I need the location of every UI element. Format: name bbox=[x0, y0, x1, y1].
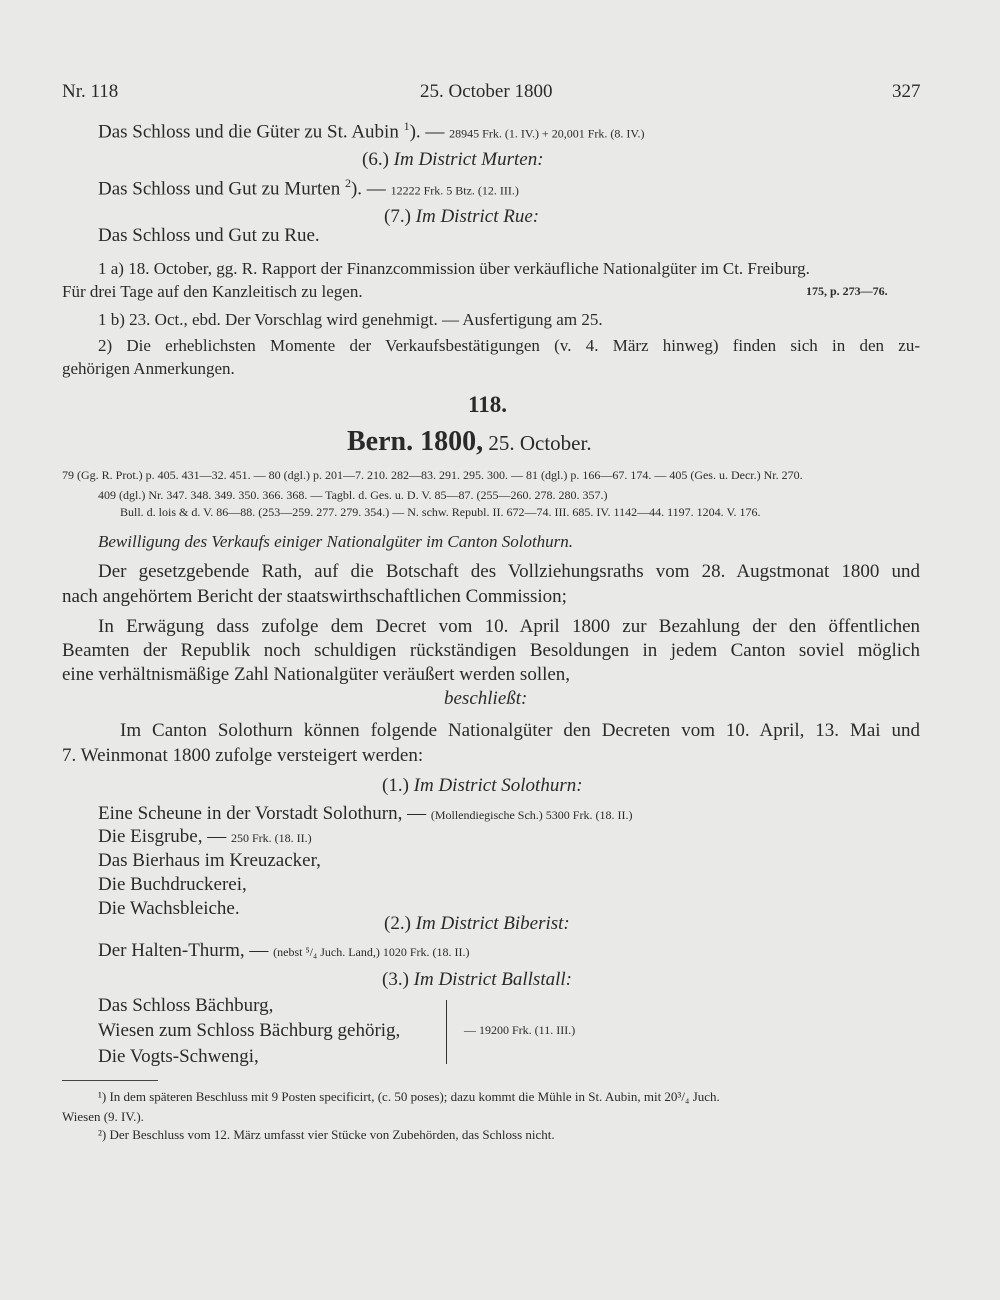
sources-line-1: 79 (Gg. R. Prot.) p. 405. 431—32. 451. — 80 (dgl.) p. 201—7. 210. 282—83. 291. 295. 300. — 81 (dgl.) p. 166—67. 174. — 405 (Ges. u. Decr.) Nr. 270. bbox=[62, 468, 803, 482]
consideration-line-3: eine verhältnismäßige Zahl Nationalgüter veräußert werden sollen, bbox=[62, 664, 571, 685]
note-1a-cont: Für drei Tage auf den Kanzleitisch zu legen. bbox=[62, 282, 363, 301]
consideration-line-1: In Erwägung dass zufolge dem Decret vom 10. April 1800 zur Bezahlung der den öffentlichen bbox=[98, 616, 920, 637]
item-halten-thurm: Der Halten-Thurm, — (nebst ⁵/₄ Juch. Land,) 1020 Frk. (18. II.) bbox=[98, 940, 470, 961]
resolve-heading: beschließt: bbox=[444, 688, 528, 709]
item-wachsbleiche: Die Wachsbleiche. bbox=[98, 898, 240, 919]
sources-line-3: Bull. d. lois & d. V. 86—88. (253—259. 277. 279. 354.) — N. schw. Republ. II. 672—74. III. 685. IV. 1142—44. 1197. 1204. V. 176. bbox=[120, 505, 761, 519]
item-schloss-baechburg: Das Schloss Bächburg, bbox=[98, 995, 274, 1016]
footnote-rule bbox=[62, 1080, 158, 1081]
preamble-line-2: nach angehörtem Bericht der staatswirthschaftlichen Commission; bbox=[62, 586, 567, 607]
note-1a-ref: 175, p. 273—76. bbox=[806, 284, 888, 298]
note-1b: 1 b) 23. Oct., ebd. Der Vorschlag wird genehmigt. — Ausfertigung am 25. bbox=[98, 310, 603, 329]
sources-line-2: 409 (dgl.) Nr. 347. 348. 349. 350. 366. 368. — Tagbl. d. Ges. u. D. V. 85—87. (255—260. 278. 280. 357.) bbox=[98, 488, 608, 502]
item-buchdruckerei: Die Buchdruckerei, bbox=[98, 874, 247, 895]
rue-line: Das Schloss und Gut zu Rue. bbox=[98, 225, 320, 246]
page-header-date: 25. October 1800 bbox=[420, 81, 553, 102]
item-eisgrube: Die Eisgrube, — 250 Frk. (18. II.) bbox=[98, 826, 312, 847]
item-bierhaus: Das Bierhaus im Kreuzacker, bbox=[98, 850, 321, 871]
aubin-line: Das Schloss und die Güter zu St. Aubin $^1$). — 28945 Frk. (1. IV.) + 20,001 Frk. (8. IV.) bbox=[98, 119, 645, 143]
item-wiesen-baechburg: Wiesen zum Schloss Bächburg gehörig, bbox=[98, 1020, 401, 1041]
district-heading-ballstall: (3.) Im District Ballstall: bbox=[382, 969, 572, 990]
district-heading-rue: (7.) Im District Rue: bbox=[384, 206, 540, 227]
decision-line-2: 7. Weinmonat 1800 zufolge versteigert werden: bbox=[62, 745, 424, 766]
district-heading-murten: (6.) Im District Murten: bbox=[362, 149, 544, 170]
page-number: 327 bbox=[892, 81, 921, 102]
district-heading-biberist: (2.) Im District Biberist: bbox=[384, 913, 570, 934]
decision-line-1: Im Canton Solothurn können folgende Nationalgüter den Decreten vom 10. April, 13. Mai und bbox=[120, 720, 920, 741]
subject-line: Bewilligung des Verkaufs einiger Nationalgüter im Canton Solothurn. bbox=[98, 532, 574, 551]
district-heading-solothurn: (1.) Im District Solothurn: bbox=[382, 775, 583, 796]
entry-number: 118. bbox=[468, 392, 507, 417]
preamble-line-1: Der gesetzgebende Rath, auf die Botschaft des Vollziehungsraths vom 28. Augstmonat 1800 und bbox=[98, 561, 920, 582]
note-1a: 1 a) 18. October, gg. R. Rapport der Finanzcommission über verkäufliche Nationalgüter im Ct. Freiburg. bbox=[98, 259, 810, 278]
footnote-2: ²) Der Beschluss vom 12. März umfasst vier Stücke von Zubehörden, das Schloss nicht. bbox=[98, 1127, 555, 1142]
note-2: 2) Die erheblichsten Momente der Verkaufsbestätigungen (v. 4. März hinweg) finden sich in den zu- bbox=[98, 336, 920, 355]
grouping-brace bbox=[446, 1000, 457, 1064]
footnote-1-cont: Wiesen (9. IV.). bbox=[62, 1109, 144, 1124]
murten-line: Das Schloss und Gut zu Murten $^2$). — 12222 Frk. 5 Btz. (12. III.) bbox=[98, 176, 519, 200]
item-vogts-schwengi: Die Vogts-Schwengi, bbox=[98, 1046, 259, 1067]
entry-place-date: Bern. 1800, 25. October. bbox=[347, 426, 592, 457]
ballstall-price: — 19200 Frk. (11. III.) bbox=[464, 1023, 576, 1037]
note-2-cont: gehörigen Anmerkungen. bbox=[62, 359, 235, 378]
consideration-line-2: Beamten der Republik noch schuldigen rückständigen Besoldungen in jedem Canton soviel möglich bbox=[62, 640, 920, 661]
footnote-1: ¹) In dem späteren Beschluss mit 9 Posten specificirt, (c. 50 poses); dazu kommt die Mühle in St. Aubin, mit 20³/₄ Juch. bbox=[98, 1089, 720, 1104]
item-scheune: Eine Scheune in der Vorstadt Solothurn, — (Mollendiegische Sch.) 5300 Frk. (18. II.) bbox=[98, 803, 633, 824]
page-header-left: Nr. 118 bbox=[62, 81, 119, 102]
